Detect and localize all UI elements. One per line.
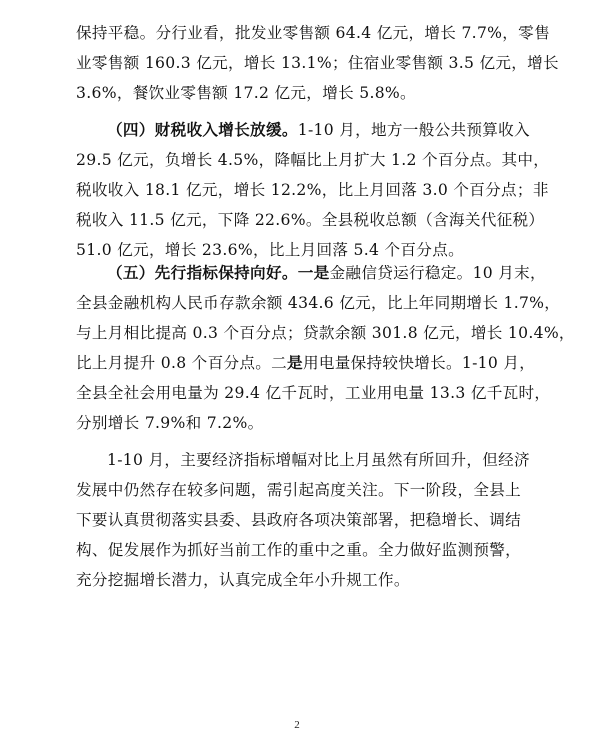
text-line: 29.5 亿元，负增长 4.5%，降幅比上月扩大 1.2 个百分点。其中， bbox=[76, 151, 550, 169]
section-heading-leading: （五）先行指标保持向好。 bbox=[107, 263, 298, 282]
section-heading-fiscal: （四）财税收入增长放缓。 bbox=[107, 120, 298, 139]
text-line bbox=[76, 348, 536, 378]
text-line: 业零售额 160.3 亿元，增长 13.1%；住宿业零售额 3.5 亿元，增长 bbox=[76, 54, 559, 72]
text-line: 1-10 月，主要经济指标增幅对比上月虽然有所回升，但经济 bbox=[107, 451, 530, 469]
text-line: 构、促发展作为抓好当前工作的重中之重。全力做好监测预警， bbox=[76, 541, 522, 559]
paragraph-retail-continued bbox=[76, 18, 559, 108]
text-line bbox=[76, 115, 530, 145]
paragraph-leading-indicators bbox=[76, 258, 575, 438]
text-line: 3.6%，餐饮业零售额 17.2 亿元，增长 5.8%。 bbox=[76, 84, 416, 102]
paragraph-fiscal bbox=[76, 115, 550, 265]
text-line: 发展中仍然存在较多问题，需引起高度关注。下一阶段，全县上 bbox=[76, 481, 522, 499]
text-run: 用电量保持较快增长。1-10 月， bbox=[302, 354, 536, 372]
text-line: 与上月相比提高 0.3 个百分点；贷款余额 301.8 亿元，增长 10.4%， bbox=[76, 324, 575, 342]
text-run: 比上月提升 0.8 个百分点。二 bbox=[76, 354, 288, 372]
text-line: 保持平稳。分行业看，批发业零售额 64.4 亿元，增长 7.7%，零售 bbox=[76, 24, 550, 42]
text-run: 金融信贷运行稳定。10 月末， bbox=[329, 264, 546, 282]
text-line: 税收收入 18.1 亿元，增长 12.2%，比上月回落 3.0 个百分点；非 bbox=[76, 181, 549, 199]
text-line: 下要认真贯彻落实县委、县政府各项决策部署，把稳增长、调结 bbox=[76, 511, 522, 529]
text-line: 分别增长 7.9%和 7.2%。 bbox=[76, 414, 264, 432]
text-line: 充分挖掘增长潜力，认真完成全年小升规工作。 bbox=[76, 571, 410, 589]
text-line: 全县全社会用电量为 29.4 亿千瓦时，工业用电量 13.3 亿千瓦时， bbox=[76, 384, 551, 402]
text-line: 全县金融机构人民币存款余额 434.6 亿元，比上年同期增长 1.7%， bbox=[76, 294, 561, 312]
emphasis-first: 一是 bbox=[297, 263, 330, 282]
text-line: 51.0 亿元，增长 23.6%，比上月回落 5.4 个百分点。 bbox=[76, 241, 464, 259]
text-line: 税收入 11.5 亿元，下降 22.6%。全县税收总额（含海关代征税） bbox=[76, 211, 545, 229]
text-run: 1-10 月，地方一般公共预算收入 bbox=[297, 121, 530, 139]
text-line bbox=[76, 258, 546, 288]
page-number: 2 bbox=[294, 719, 300, 731]
emphasis-second: 是 bbox=[287, 353, 303, 372]
paragraph-summary bbox=[76, 445, 530, 595]
